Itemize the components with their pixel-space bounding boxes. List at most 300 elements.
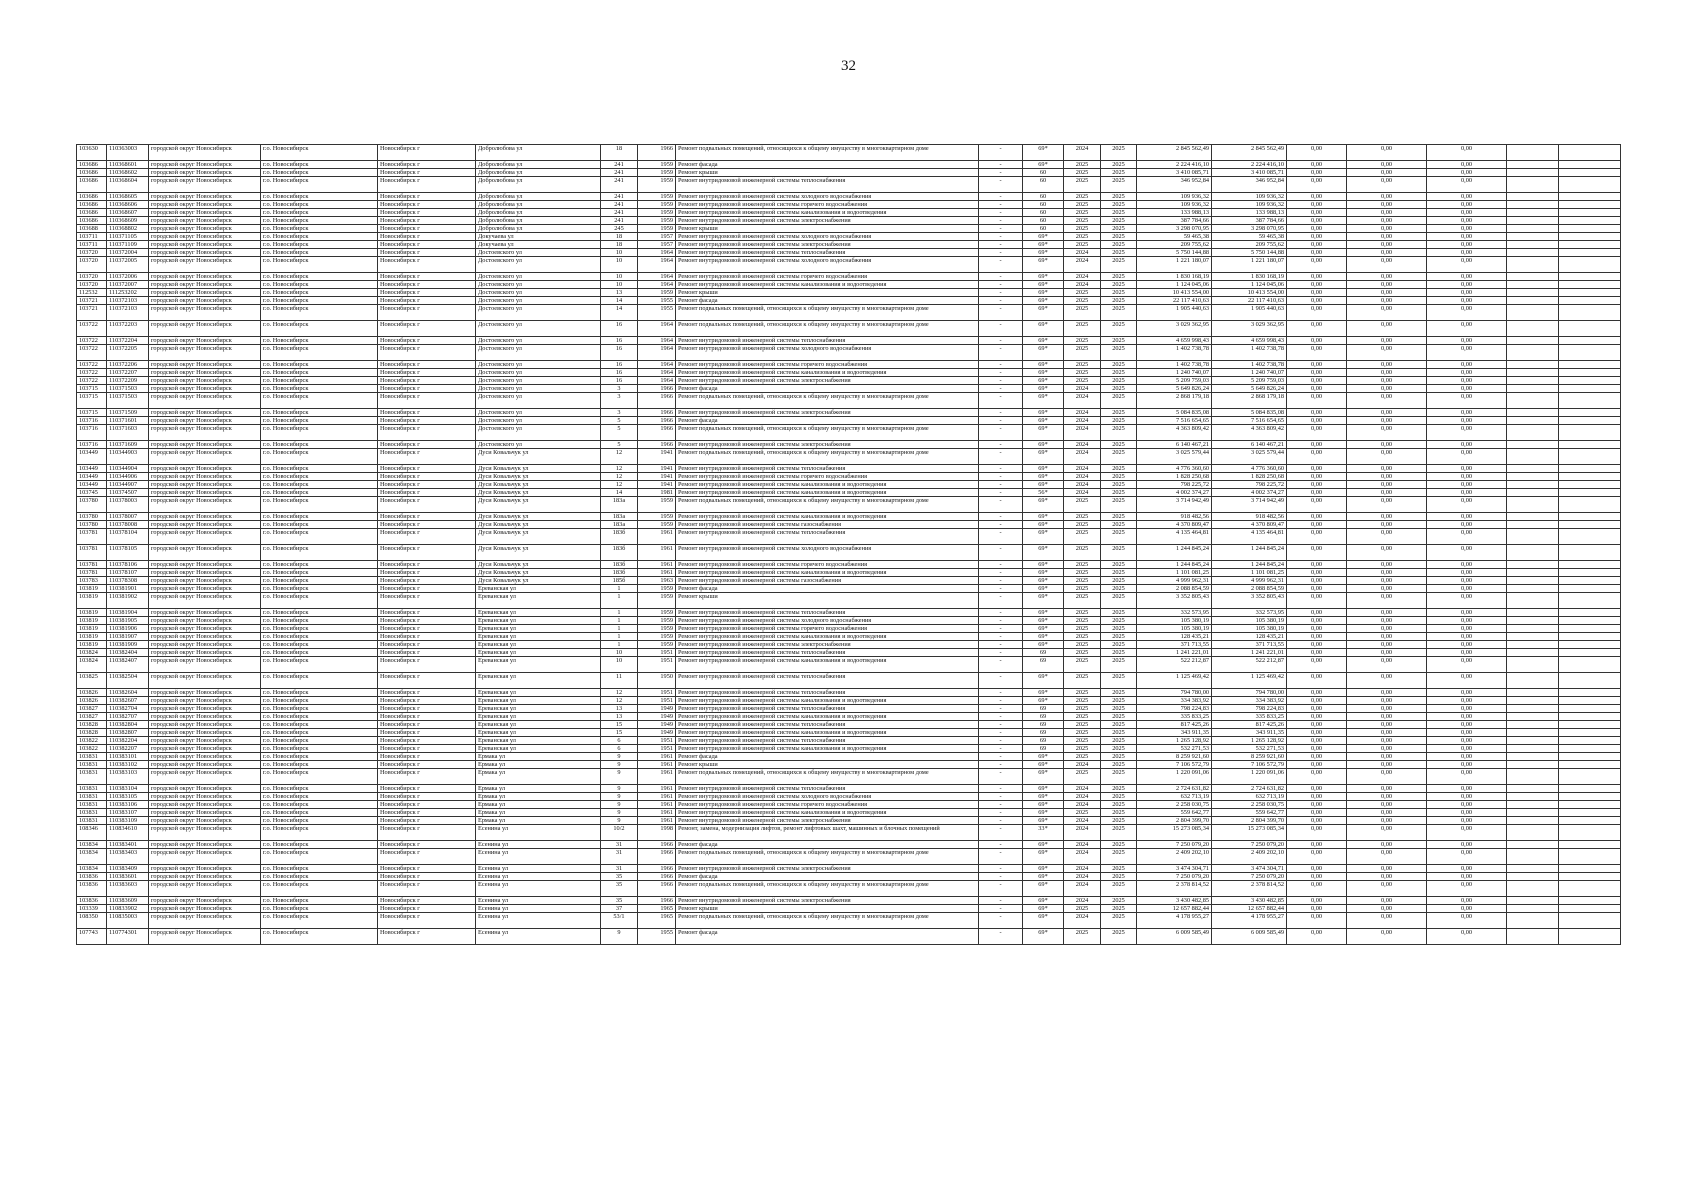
regional-funds-cell: 0,00	[1287, 489, 1347, 497]
work-code-cell: 110363003	[107, 145, 149, 161]
building-id-cell: 103722	[77, 369, 107, 377]
end-year-cell: 2025	[1101, 769, 1137, 785]
norm-cell: 69*	[1023, 425, 1064, 441]
city-cell: Новосибирск г	[378, 873, 476, 881]
cost-fund-cell: 2 224 416,10	[1212, 161, 1287, 169]
local-funds-cell: 0,00	[1347, 657, 1427, 673]
blank-cell-1	[1507, 393, 1559, 409]
blank-cell-2	[1559, 377, 1621, 385]
norm-cell: 69*	[1023, 321, 1064, 337]
cost-total-cell: 22 117 410,63	[1137, 297, 1212, 305]
house-number-cell: 183б	[601, 529, 638, 545]
district-cell: г.о. Новосибирск	[261, 561, 378, 569]
cost-fund-cell: 4 776 360,60	[1212, 465, 1287, 473]
owner-funds-cell: 0,00	[1427, 161, 1507, 169]
cost-fund-cell: 532 271,53	[1212, 745, 1287, 753]
capital-repair-table	[76, 144, 1621, 945]
end-year-cell: 2025	[1101, 361, 1137, 369]
build-year-cell: 1957	[638, 233, 676, 241]
city-cell: Новосибирск г	[378, 393, 476, 409]
district-cell: г.о. Новосибирск	[261, 929, 378, 945]
house-number-cell: 31	[601, 841, 638, 849]
norm-cell: 69*	[1023, 689, 1064, 697]
municipality-cell: городской округ Новосибирск	[149, 249, 261, 257]
municipality-cell: городской округ Новосибирск	[149, 585, 261, 593]
municipality-cell: городской округ Новосибирск	[149, 177, 261, 193]
blank-cell-2	[1559, 249, 1621, 257]
dash-cell: -	[979, 273, 1023, 281]
end-year-cell: 2025	[1101, 385, 1137, 393]
end-year-cell: 2025	[1101, 441, 1137, 449]
owner-funds-cell: 0,00	[1427, 233, 1507, 241]
plan-year-cell: 2024	[1064, 473, 1101, 481]
blank-cell-2	[1559, 449, 1621, 465]
blank-cell-1	[1507, 801, 1559, 809]
owner-funds-cell: 0,00	[1427, 217, 1507, 225]
blank-cell-2	[1559, 545, 1621, 561]
house-number-cell: 6	[601, 745, 638, 753]
cost-total-cell: 1 101 081,25	[1137, 569, 1212, 577]
building-id-cell: 103720	[77, 273, 107, 281]
work-code-cell: 110381909	[107, 641, 149, 649]
municipality-cell: городской округ Новосибирск	[149, 825, 261, 841]
cost-total-cell: 2 845 562,49	[1137, 145, 1212, 161]
dash-cell: -	[979, 593, 1023, 609]
house-number-cell: 10	[601, 649, 638, 657]
street-cell: Ереванская ул	[476, 593, 601, 609]
house-number-cell: 1	[601, 585, 638, 593]
table-row	[77, 249, 1621, 257]
owner-funds-cell: 0,00	[1427, 289, 1507, 297]
district-cell: г.о. Новосибирск	[261, 641, 378, 649]
build-year-cell: 1961	[638, 769, 676, 785]
city-cell: Новосибирск г	[378, 609, 476, 617]
cost-fund-cell: 817 425,26	[1212, 721, 1287, 729]
building-id-cell: 103449	[77, 473, 107, 481]
district-cell: г.о. Новосибирск	[261, 649, 378, 657]
table-row	[77, 489, 1621, 497]
owner-funds-cell: 0,00	[1427, 409, 1507, 417]
table-row	[77, 361, 1621, 369]
dash-cell: -	[979, 169, 1023, 177]
district-cell: г.о. Новосибирск	[261, 513, 378, 521]
local-funds-cell: 0,00	[1347, 217, 1427, 225]
house-number-cell: 183а	[601, 497, 638, 513]
city-cell: Новосибирск г	[378, 625, 476, 633]
build-year-cell: 1961	[638, 793, 676, 801]
cost-total-cell: 1 402 738,78	[1137, 345, 1212, 361]
work-type-cell: Ремонт внутридомовой инженерной системы канализования и водоотведения	[676, 809, 979, 817]
build-year-cell: 1959	[638, 521, 676, 529]
cost-total-cell: 1 124 045,06	[1137, 281, 1212, 289]
street-cell: Ермака ул	[476, 769, 601, 785]
work-type-cell: Ремонт подвальных помещений, относящихся к общему имуществу в многоквартирном доме	[676, 769, 979, 785]
norm-cell: 69*	[1023, 337, 1064, 345]
dash-cell: -	[979, 697, 1023, 705]
city-cell: Новосибирск г	[378, 561, 476, 569]
plan-year-cell: 2025	[1064, 345, 1101, 361]
district-cell: г.о. Новосибирск	[261, 825, 378, 841]
table-row	[77, 761, 1621, 769]
blank-cell-2	[1559, 873, 1621, 881]
build-year-cell: 1961	[638, 817, 676, 825]
building-id-cell: 103716	[77, 425, 107, 441]
dash-cell: -	[979, 337, 1023, 345]
district-cell: г.о. Новосибирск	[261, 785, 378, 793]
blank-cell-1	[1507, 545, 1559, 561]
cost-fund-cell: 6 140 467,21	[1212, 441, 1287, 449]
cost-total-cell: 4 659 998,43	[1137, 337, 1212, 345]
regional-funds-cell: 0,00	[1287, 897, 1347, 905]
cost-fund-cell: 1 125 469,42	[1212, 673, 1287, 689]
table-row	[77, 649, 1621, 657]
work-type-cell: Ремонт внутридомовой инженерной системы горячего водоснабжения	[676, 801, 979, 809]
table-row	[77, 785, 1621, 793]
district-cell: г.о. Новосибирск	[261, 873, 378, 881]
work-type-cell: Ремонт крыши	[676, 593, 979, 609]
work-code-cell: 110378007	[107, 513, 149, 521]
cost-total-cell: 346 952,84	[1137, 177, 1212, 193]
owner-funds-cell: 0,00	[1427, 713, 1507, 721]
local-funds-cell: 0,00	[1347, 905, 1427, 913]
work-type-cell: Ремонт фасада	[676, 873, 979, 881]
city-cell: Новосибирск г	[378, 369, 476, 377]
build-year-cell: 1966	[638, 409, 676, 417]
house-number-cell: 13	[601, 713, 638, 721]
plan-year-cell: 2025	[1064, 337, 1101, 345]
building-id-cell: 103783	[77, 577, 107, 585]
build-year-cell: 1949	[638, 721, 676, 729]
blank-cell-2	[1559, 673, 1621, 689]
cost-total-cell: 10 413 554,00	[1137, 289, 1212, 297]
street-cell: Достоевского ул	[476, 393, 601, 409]
work-type-cell: Ремонт внутридомовой инженерной системы холодного водоснабжения	[676, 617, 979, 625]
norm-cell: 69	[1023, 657, 1064, 673]
build-year-cell: 1941	[638, 473, 676, 481]
blank-cell-1	[1507, 585, 1559, 593]
local-funds-cell: 0,00	[1347, 785, 1427, 793]
street-cell: Достоевского ул	[476, 425, 601, 441]
norm-cell: 69*	[1023, 697, 1064, 705]
regional-funds-cell: 0,00	[1287, 761, 1347, 769]
dash-cell: -	[979, 633, 1023, 641]
building-id-cell: 103831	[77, 785, 107, 793]
table-row	[77, 241, 1621, 249]
norm-cell: 69*	[1023, 881, 1064, 897]
dash-cell: -	[979, 281, 1023, 289]
dash-cell: -	[979, 233, 1023, 241]
plan-year-cell: 2024	[1064, 249, 1101, 257]
local-funds-cell: 0,00	[1347, 241, 1427, 249]
work-type-cell: Ремонт внутридомовой инженерной системы теплоснабжения	[676, 737, 979, 745]
blank-cell-1	[1507, 449, 1559, 465]
city-cell: Новосибирск г	[378, 545, 476, 561]
norm-cell: 69*	[1023, 281, 1064, 289]
city-cell: Новосибирск г	[378, 409, 476, 417]
street-cell: Достоевского ул	[476, 385, 601, 393]
cost-total-cell: 5 084 835,08	[1137, 409, 1212, 417]
owner-funds-cell: 0,00	[1427, 481, 1507, 489]
cost-total-cell: 4 363 809,42	[1137, 425, 1212, 441]
local-funds-cell: 0,00	[1347, 281, 1427, 289]
plan-year-cell: 2025	[1064, 745, 1101, 753]
blank-cell-2	[1559, 417, 1621, 425]
table-row	[77, 337, 1621, 345]
cost-total-cell: 12 657 882,44	[1137, 905, 1212, 913]
house-number-cell: 14	[601, 297, 638, 305]
norm-cell: 69*	[1023, 929, 1064, 945]
dash-cell: -	[979, 713, 1023, 721]
cost-total-cell: 7 516 654,65	[1137, 417, 1212, 425]
work-code-cell: 110835003	[107, 913, 149, 929]
work-code-cell: 110344903	[107, 449, 149, 465]
end-year-cell: 2025	[1101, 825, 1137, 841]
end-year-cell: 2025	[1101, 801, 1137, 809]
house-number-cell: 9	[601, 753, 638, 761]
table-row	[77, 585, 1621, 593]
regional-funds-cell: 0,00	[1287, 673, 1347, 689]
work-type-cell: Ремонт внутридомовой инженерной системы канализования и водоотведения	[676, 713, 979, 721]
build-year-cell: 1966	[638, 881, 676, 897]
cost-total-cell: 105 380,19	[1137, 617, 1212, 625]
dash-cell: -	[979, 913, 1023, 929]
local-funds-cell: 0,00	[1347, 649, 1427, 657]
dash-cell: -	[979, 361, 1023, 369]
table-row	[77, 177, 1621, 193]
cost-fund-cell: 1 124 045,06	[1212, 281, 1287, 289]
blank-cell-1	[1507, 793, 1559, 801]
house-number-cell: 183а	[601, 513, 638, 521]
city-cell: Новосибирск г	[378, 801, 476, 809]
building-id-cell: 103781	[77, 561, 107, 569]
street-cell: Достоевского ул	[476, 289, 601, 297]
norm-cell: 69*	[1023, 145, 1064, 161]
cost-fund-cell: 798 225,72	[1212, 481, 1287, 489]
building-id-cell: 103720	[77, 249, 107, 257]
owner-funds-cell: 0,00	[1427, 273, 1507, 281]
end-year-cell: 2025	[1101, 753, 1137, 761]
dash-cell: -	[979, 561, 1023, 569]
dash-cell: -	[979, 193, 1023, 201]
building-id-cell: 103686	[77, 201, 107, 209]
plan-year-cell: 2025	[1064, 377, 1101, 385]
table-row	[77, 289, 1621, 297]
plan-year-cell: 2025	[1064, 657, 1101, 673]
street-cell: Ереванская ул	[476, 641, 601, 649]
owner-funds-cell: 0,00	[1427, 321, 1507, 337]
end-year-cell: 2025	[1101, 417, 1137, 425]
cost-fund-cell: 3 474 304,71	[1212, 865, 1287, 873]
owner-funds-cell: 0,00	[1427, 905, 1507, 913]
regional-funds-cell: 0,00	[1287, 729, 1347, 737]
build-year-cell: 1941	[638, 481, 676, 489]
work-code-cell: 110381904	[107, 609, 149, 617]
table-row	[77, 305, 1621, 321]
building-id-cell: 103745	[77, 489, 107, 497]
work-code-cell: 110372005	[107, 257, 149, 273]
local-funds-cell: 0,00	[1347, 577, 1427, 585]
building-id-cell: 103819	[77, 609, 107, 617]
city-cell: Новосибирск г	[378, 161, 476, 169]
municipality-cell: городской округ Новосибирск	[149, 257, 261, 273]
table-row	[77, 841, 1621, 849]
municipality-cell: городской округ Новосибирск	[149, 817, 261, 825]
building-id-cell: 103716	[77, 441, 107, 449]
street-cell: Есенина ул	[476, 865, 601, 873]
house-number-cell: 16	[601, 345, 638, 361]
cost-total-cell: 6 009 585,49	[1137, 929, 1212, 945]
cost-total-cell: 1 244 845,24	[1137, 545, 1212, 561]
blank-cell-1	[1507, 633, 1559, 641]
house-number-cell: 11	[601, 673, 638, 689]
house-number-cell: 241	[601, 193, 638, 201]
house-number-cell: 13	[601, 705, 638, 713]
owner-funds-cell: 0,00	[1427, 449, 1507, 465]
cost-total-cell: 918 482,56	[1137, 513, 1212, 521]
norm-cell: 69	[1023, 713, 1064, 721]
build-year-cell: 1951	[638, 689, 676, 697]
blank-cell-2	[1559, 281, 1621, 289]
cost-total-cell: 794 780,00	[1137, 689, 1212, 697]
build-year-cell: 1964	[638, 361, 676, 369]
city-cell: Новосибирск г	[378, 753, 476, 761]
house-number-cell: 185б	[601, 577, 638, 585]
work-type-cell: Ремонт подвальных помещений, относящихся к общему имуществу в многоквартирном доме	[676, 145, 979, 161]
cost-total-cell: 3 298 070,95	[1137, 225, 1212, 233]
work-type-cell: Ремонт внутридомовой инженерной системы электроснабжения	[676, 217, 979, 225]
norm-cell: 69*	[1023, 617, 1064, 625]
regional-funds-cell: 0,00	[1287, 697, 1347, 705]
build-year-cell: 1961	[638, 569, 676, 577]
municipality-cell: городской округ Новосибирск	[149, 705, 261, 713]
local-funds-cell: 0,00	[1347, 225, 1427, 233]
cost-fund-cell: 105 380,19	[1212, 625, 1287, 633]
work-type-cell: Ремонт внутридомовой инженерной системы теплоснабжения	[676, 609, 979, 617]
norm-cell: 69	[1023, 737, 1064, 745]
district-cell: г.о. Новосибирск	[261, 193, 378, 201]
blank-cell-2	[1559, 593, 1621, 609]
municipality-cell: городской округ Новосибирск	[149, 865, 261, 873]
cost-total-cell: 343 911,35	[1137, 729, 1212, 737]
street-cell: Добролюбова ул	[476, 201, 601, 209]
local-funds-cell: 0,00	[1347, 345, 1427, 361]
dash-cell: -	[979, 809, 1023, 817]
work-code-cell: 110371509	[107, 409, 149, 417]
build-year-cell: 1959	[638, 617, 676, 625]
house-number-cell: 183б	[601, 569, 638, 577]
blank-cell-1	[1507, 193, 1559, 201]
end-year-cell: 2025	[1101, 489, 1137, 497]
owner-funds-cell: 0,00	[1427, 849, 1507, 865]
blank-cell-2	[1559, 729, 1621, 737]
regional-funds-cell: 0,00	[1287, 593, 1347, 609]
owner-funds-cell: 0,00	[1427, 793, 1507, 801]
house-number-cell: 12	[601, 465, 638, 473]
cost-fund-cell: 12 657 882,44	[1212, 905, 1287, 913]
build-year-cell: 1951	[638, 657, 676, 673]
work-code-cell: 110383104	[107, 785, 149, 793]
plan-year-cell: 2025	[1064, 161, 1101, 169]
norm-cell: 69*	[1023, 849, 1064, 865]
district-cell: г.о. Новосибирск	[261, 545, 378, 561]
work-type-cell: Ремонт внутридомовой инженерной системы горячего водоснабжения	[676, 561, 979, 569]
plan-year-cell: 2024	[1064, 449, 1101, 465]
cost-total-cell: 7 106 572,79	[1137, 761, 1212, 769]
municipality-cell: городской округ Новосибирск	[149, 297, 261, 305]
owner-funds-cell: 0,00	[1427, 169, 1507, 177]
local-funds-cell: 0,00	[1347, 897, 1427, 905]
municipality-cell: городской округ Новосибирск	[149, 209, 261, 217]
municipality-cell: городской округ Новосибирск	[149, 417, 261, 425]
work-code-cell: 110344904	[107, 465, 149, 473]
cost-fund-cell: 109 936,32	[1212, 201, 1287, 209]
owner-funds-cell: 0,00	[1427, 193, 1507, 201]
plan-year-cell: 2024	[1064, 897, 1101, 905]
owner-funds-cell: 0,00	[1427, 177, 1507, 193]
owner-funds-cell: 0,00	[1427, 497, 1507, 513]
blank-cell-1	[1507, 881, 1559, 897]
owner-funds-cell: 0,00	[1427, 201, 1507, 209]
work-type-cell: Ремонт внутридомовой инженерной системы электроснабжения	[676, 865, 979, 873]
end-year-cell: 2025	[1101, 617, 1137, 625]
dash-cell: -	[979, 849, 1023, 865]
blank-cell-2	[1559, 769, 1621, 785]
table-row	[77, 729, 1621, 737]
work-type-cell: Ремонт внутридомовой инженерной системы горячего водоснабжения	[676, 625, 979, 633]
building-id-cell: 103831	[77, 793, 107, 801]
street-cell: Есенина ул	[476, 881, 601, 897]
table-row	[77, 721, 1621, 729]
norm-cell: 69*	[1023, 545, 1064, 561]
cost-fund-cell: 918 482,56	[1212, 513, 1287, 521]
plan-year-cell: 2024	[1064, 865, 1101, 873]
table-row	[77, 321, 1621, 337]
dash-cell: -	[979, 481, 1023, 489]
owner-funds-cell: 0,00	[1427, 249, 1507, 257]
plan-year-cell: 2024	[1064, 385, 1101, 393]
city-cell: Новосибирск г	[378, 897, 476, 905]
dash-cell: -	[979, 729, 1023, 737]
build-year-cell: 1961	[638, 529, 676, 545]
municipality-cell: городской округ Новосибирск	[149, 561, 261, 569]
local-funds-cell: 0,00	[1347, 609, 1427, 617]
dash-cell: -	[979, 321, 1023, 337]
work-type-cell: Ремонт внутридомовой инженерной системы холодного водоснабжения	[676, 793, 979, 801]
building-id-cell: 103828	[77, 721, 107, 729]
cost-fund-cell: 133 988,13	[1212, 209, 1287, 217]
municipality-cell: городской округ Новосибирск	[149, 905, 261, 913]
blank-cell-2	[1559, 753, 1621, 761]
norm-cell: 69*	[1023, 641, 1064, 649]
blank-cell-2	[1559, 609, 1621, 617]
local-funds-cell: 0,00	[1347, 369, 1427, 377]
dash-cell: -	[979, 377, 1023, 385]
district-cell: г.о. Новосибирск	[261, 305, 378, 321]
owner-funds-cell: 0,00	[1427, 145, 1507, 161]
blank-cell-1	[1507, 577, 1559, 585]
end-year-cell: 2025	[1101, 873, 1137, 881]
municipality-cell: городской округ Новосибирск	[149, 441, 261, 449]
city-cell: Новосибирск г	[378, 705, 476, 713]
end-year-cell: 2025	[1101, 273, 1137, 281]
cost-fund-cell: 3 352 805,43	[1212, 593, 1287, 609]
owner-funds-cell: 0,00	[1427, 425, 1507, 441]
table-row	[77, 609, 1621, 617]
table-row	[77, 697, 1621, 705]
dash-cell: -	[979, 745, 1023, 753]
owner-funds-cell: 0,00	[1427, 529, 1507, 545]
dash-cell: -	[979, 297, 1023, 305]
